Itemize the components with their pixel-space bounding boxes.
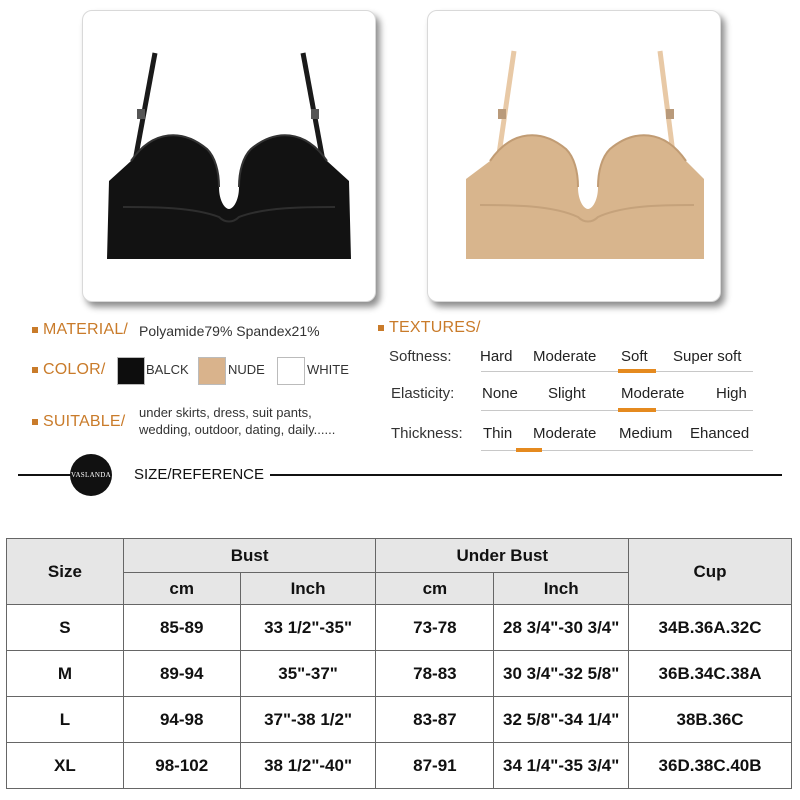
nude-color-swatch [198, 357, 226, 385]
bust-cm-cell: 98-102 [123, 743, 240, 789]
white-color-label: WHITE [307, 362, 349, 377]
table-row [7, 743, 792, 789]
thickness-option: Ehanced [690, 425, 750, 442]
bullet-marker-icon [32, 419, 38, 425]
softness-label: Softness: [389, 348, 452, 365]
size-reference-title: SIZE/REFERENCE [134, 466, 270, 483]
white-color-swatch [277, 357, 305, 385]
elasticity-option: None [482, 385, 518, 402]
elasticity-label: Elasticity: [391, 385, 455, 402]
bust-inch-cell: 38 1/2"-40" [240, 743, 376, 789]
softness-option: Moderate [533, 348, 597, 365]
nude-color-label: NUDE [228, 362, 265, 377]
color-label: COLOR/ [32, 361, 106, 379]
bust-cm-header: cm [123, 573, 240, 605]
thickness-label: Thickness: [391, 425, 463, 442]
cup-header: Cup [629, 539, 792, 605]
black-color-swatch [117, 357, 145, 385]
black-bra-image [83, 11, 375, 301]
material-label: MATERIAL/ [32, 321, 128, 339]
under-bust-cm-cell: 78-83 [376, 651, 494, 697]
under-bust-header: Under Bust [376, 539, 629, 573]
under-bust-cm-cell: 87-91 [376, 743, 494, 789]
softness-option: Soft [621, 348, 648, 365]
table-row [7, 651, 792, 697]
size-cell: M [7, 651, 124, 697]
thickness-option: Medium [619, 425, 673, 442]
size-cell: XL [7, 743, 124, 789]
bust-inch-header: Inch [240, 573, 376, 605]
elasticity-selected-marker [618, 408, 656, 412]
under-bust-inch-header: Inch [494, 573, 629, 605]
bust-cm-cell: 89-94 [123, 651, 240, 697]
under-bust-inch-cell: 32 5/8"-34 1/4" [494, 697, 629, 743]
softness-selected-marker [618, 369, 656, 373]
softness-option: Hard [480, 348, 513, 365]
under-bust-inch-cell: 30 3/4"-32 5/8" [494, 651, 629, 697]
elasticity-option: Moderate [621, 385, 685, 402]
bullet-marker-icon [32, 367, 38, 373]
bust-cm-cell: 85-89 [123, 605, 240, 651]
table-row [7, 605, 792, 651]
size-cell: L [7, 697, 124, 743]
textures-label: TEXTURES/ [378, 319, 481, 337]
bust-header: Bust [123, 539, 376, 573]
softness-scale-line [481, 371, 753, 372]
thickness-option: Thin [483, 425, 513, 442]
material-value: Polyamide79% Spandex21% [139, 323, 320, 339]
elasticity-option: Slight [548, 385, 586, 402]
section-divider-right [264, 474, 782, 476]
size-chart-table [6, 538, 792, 789]
under-bust-inch-cell: 28 3/4"-30 3/4" [494, 605, 629, 651]
bullet-marker-icon [378, 325, 384, 331]
brand-logo: VASLANDA [70, 454, 112, 496]
under-bust-inch-cell: 34 1/4"-35 3/4" [494, 743, 629, 789]
suitable-label: SUITABLE/ [32, 413, 125, 431]
under-bust-cm-cell: 83-87 [376, 697, 494, 743]
thickness-selected-marker [516, 448, 542, 452]
bullet-marker-icon [32, 327, 38, 333]
under-bust-cm-cell: 73-78 [376, 605, 494, 651]
under-bust-cm-header: cm [376, 573, 494, 605]
black-color-label: BALCK [146, 362, 189, 377]
black-bra-photo-card [82, 10, 376, 302]
cup-cell: 36D.38C.40B [629, 743, 792, 789]
table-row [7, 697, 792, 743]
thickness-option: Moderate [533, 425, 597, 442]
softness-option: Super soft [673, 348, 742, 365]
nude-bra-photo-card [427, 10, 721, 302]
bust-cm-cell: 94-98 [123, 697, 240, 743]
cup-cell: 38B.36C [629, 697, 792, 743]
bust-inch-cell: 37"-38 1/2" [240, 697, 376, 743]
elasticity-scale-line [481, 410, 753, 411]
bust-inch-cell: 33 1/2"-35" [240, 605, 376, 651]
elasticity-option: High [716, 385, 747, 402]
bust-inch-cell: 35"-37" [240, 651, 376, 697]
size-cell: S [7, 605, 124, 651]
size-header: Size [7, 539, 124, 605]
cup-cell: 36B.34C.38A [629, 651, 792, 697]
cup-cell: 34B.36A.32C [629, 605, 792, 651]
nude-bra-image [428, 11, 720, 301]
suitable-line-2: wedding, outdoor, dating, daily...... [139, 422, 336, 437]
suitable-line-1: under skirts, dress, suit pants, [139, 405, 312, 420]
table-header-row [7, 539, 792, 573]
